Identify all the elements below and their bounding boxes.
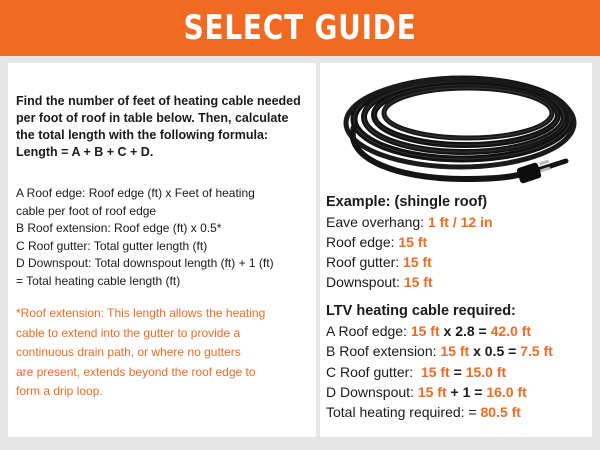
header-banner <box>0 0 600 56</box>
intro-line: Length = A + B + C + D. <box>16 145 154 159</box>
formula-line: A Roof edge: Roof edge (ft) x Feet of heating <box>16 186 255 200</box>
note-line: *Roof extension: This length allows the heating <box>16 306 266 320</box>
formula-line: B Roof extension: Roof edge (ft) x 0.5* <box>16 221 222 235</box>
calc-row-downspout <box>326 382 586 402</box>
formula-line: = Total heating cable length (ft) <box>16 273 181 288</box>
intro-line: per foot of roof in table below. Then, calculate <box>16 111 289 125</box>
example-row-gutter <box>326 252 586 272</box>
row-value: 15 ft <box>403 274 433 290</box>
calc-label: B Roof extension: <box>326 343 441 360</box>
note-line: are present, extends beyond the roof edge to <box>16 364 256 379</box>
row-label: Eave overhang: <box>326 214 428 230</box>
note-line: form a drip loop. <box>16 384 103 398</box>
calc-operator: = <box>449 363 466 380</box>
example-title: Example: (shingle roof) <box>326 194 488 210</box>
calc-result: 15.0 ft <box>465 363 507 380</box>
calc-row-roof-edge <box>326 321 586 341</box>
page-title: SELECT GUIDE <box>183 8 417 48</box>
note-line: cable to extend into the gutter to provide a <box>16 325 241 340</box>
intro-line: the total length with the following formula: <box>16 128 269 142</box>
calc-input: 15 ft <box>420 363 450 380</box>
calc-result: 42.0 ft <box>490 323 532 339</box>
calc-row-total <box>326 402 586 422</box>
required-title: LTV heating cable required: <box>326 303 516 319</box>
formula-list <box>16 185 308 290</box>
row-value: 1 ft / 12 in <box>427 214 493 230</box>
cable-image <box>326 63 586 191</box>
calc-row-gutter <box>326 362 586 382</box>
calc-label: C Roof gutter: <box>326 363 421 380</box>
calc-row-roof-extension <box>326 341 586 361</box>
instructions-panel <box>8 63 316 437</box>
row-value: 15 ft <box>398 234 428 250</box>
example-panel <box>320 63 592 437</box>
row-value: 15 ft <box>403 254 432 270</box>
example-row-roof-edge <box>326 232 586 252</box>
row-label: Roof edge: <box>326 234 399 250</box>
calculation-list <box>326 321 586 422</box>
calc-input: 15 ft <box>440 343 470 360</box>
note-line: continuous drain path, or where no gutters <box>16 345 241 359</box>
formula-line: C Roof gutter: Total gutter length (ft) <box>16 238 208 253</box>
calc-input: 15 ft <box>417 383 447 400</box>
calc-result: 16.0 ft <box>486 383 527 400</box>
intro-line: Find the number of feet of heating cable needed <box>16 94 301 108</box>
row-label: Downspout: <box>326 274 404 290</box>
calc-input: 15 ft <box>410 323 440 339</box>
calc-label: D Downspout: <box>326 383 418 400</box>
calc-operator: + 1 = <box>446 383 487 400</box>
example-list <box>326 212 586 292</box>
heating-cable-coil-icon <box>334 67 584 192</box>
example-row-eave <box>326 212 586 232</box>
formula-line: D Downspout: Total downspout length (ft) + 1 (ft) <box>16 256 274 270</box>
intro-text <box>16 93 308 161</box>
calc-operator: x 0.5 = <box>469 343 521 360</box>
calc-operator: x 2.8 = <box>439 323 491 339</box>
total-value: 80.5 ft <box>480 404 521 421</box>
calc-label: A Roof edge: <box>326 323 411 339</box>
total-label: Total heating required: = <box>326 404 481 421</box>
example-row-downspout <box>326 272 586 292</box>
formula-line: cable per foot of roof edge <box>16 203 157 218</box>
row-label: Roof gutter: <box>326 254 404 270</box>
calc-result: 7.5 ft <box>520 343 553 360</box>
roof-extension-note <box>16 304 308 402</box>
